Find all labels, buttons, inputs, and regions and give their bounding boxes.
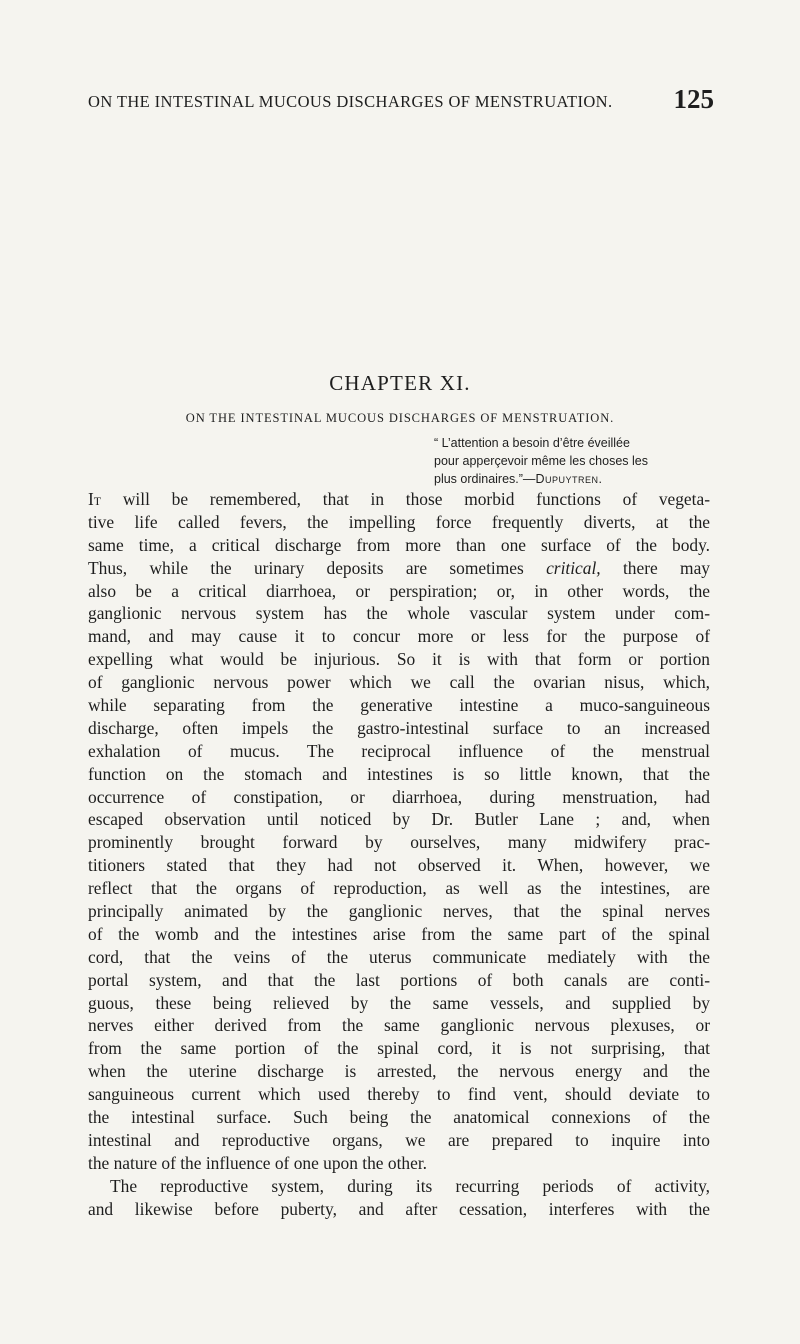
- text-line: when the uterine discharge is arrested, the nervous energy and the: [88, 1061, 710, 1082]
- epigraph-line: “ L’attention a besoin d’être éveillée: [434, 436, 630, 450]
- epigraph: [434, 434, 720, 488]
- text-line: discharge, often impels the gastro-intestinal surface to an increased: [88, 717, 710, 738]
- paragraph: [88, 488, 710, 1175]
- body-text: [88, 488, 710, 1221]
- paragraph: [88, 1175, 710, 1221]
- text-line: of ganglionic nervous power which we call the ovarian nisus, which,: [88, 672, 710, 693]
- emphasis: critical,: [546, 557, 601, 578]
- text-line: tive life called fevers, the impelling force frequently diverts, at the: [88, 511, 710, 532]
- text-line: guous, these being relieved by the same vessels, and supplied by: [88, 992, 710, 1013]
- text-line: also be a critical diarrhoea, or perspiration; or, in other words, the: [88, 580, 710, 601]
- text-line: of the womb and the intestines arise from the same part of the spinal: [88, 923, 710, 944]
- text-line: from the same portion of the spinal cord, it is not surprising, that: [88, 1038, 710, 1059]
- text-line: same time, a critical discharge from more than one surface of the body.: [88, 534, 710, 555]
- text-line: exhalation of mucus. The reciprocal influence of the menstrual: [88, 740, 710, 761]
- text-line: ganglionic nervous system has the whole vascular system under com-: [88, 603, 710, 624]
- text-line: Thus, while the urinary deposits are sometimes critical, there may: [88, 557, 710, 578]
- text-line: and likewise before puberty, and after cessation, interferes with the: [88, 1198, 710, 1219]
- page-number: 125: [673, 84, 714, 114]
- text-line: function on the stomach and intestines is so little known, that the: [88, 763, 710, 784]
- text-line: while separating from the generative intestine a muco-sanguineous: [88, 695, 710, 716]
- text-line: the nature of the influence of one upon the other.: [88, 1152, 427, 1173]
- text-line: nerves either derived from the same ganglionic nervous plexuses, or: [88, 1015, 710, 1036]
- text-line: principally animated by the ganglionic nerves, that the spinal nerves: [88, 901, 710, 922]
- drop-word: It: [88, 489, 102, 509]
- text-line: intestinal and reproductive organs, we are prepared to inquire into: [88, 1129, 710, 1150]
- text-line: titioners stated that they had not observed it. When, however, we: [88, 855, 710, 876]
- epigraph-line: [434, 470, 720, 488]
- text-line: cord, that the veins of the uterus communicate mediately with the: [88, 946, 710, 967]
- running-head: [88, 86, 714, 120]
- epigraph-line: pour apperçevoir même les choses les: [434, 454, 648, 468]
- text-line: reflect that the organs of reproduction, as well as the intestines, are: [88, 878, 710, 899]
- text-line: It will be remembered, that in those morbid functions of vegeta-: [88, 489, 710, 509]
- text-line: mand, and may cause it to concur more or less for the purpose of: [88, 626, 710, 647]
- text-line: escaped observation until noticed by Dr. Butler Lane ; and, when: [88, 809, 710, 830]
- text-line: occurrence of constipation, or diarrhoea, during menstruation, had: [88, 786, 710, 807]
- chapter-subtitle: ON THE INTESTINAL MUCOUS DISCHARGES OF MENSTRUATION.: [185, 411, 615, 425]
- chapter-title: CHAPTER XI.: [329, 371, 471, 395]
- text-line: The reproductive system, during its recurring periods of activity,: [110, 1175, 710, 1196]
- text-line: expelling what would be injurious. So it is with that form or portion: [88, 649, 710, 670]
- text-line: portal system, and that the last portions of both canals are conti-: [88, 969, 710, 990]
- text-line: prominently brought forward by ourselves, many midwifery prac-: [88, 832, 710, 853]
- epigraph-text: plus ordinaires.”—: [434, 472, 536, 486]
- text-line: the intestinal surface. Such being the anatomical connexions of the: [88, 1107, 710, 1128]
- text-line: sanguineous current which used thereby to find vent, should deviate to: [88, 1084, 710, 1105]
- running-head-title: ON THE INTESTINAL MUCOUS DISCHARGES OF MENSTRUATION.: [88, 92, 613, 111]
- epigraph-author: Dupuytren.: [535, 472, 603, 486]
